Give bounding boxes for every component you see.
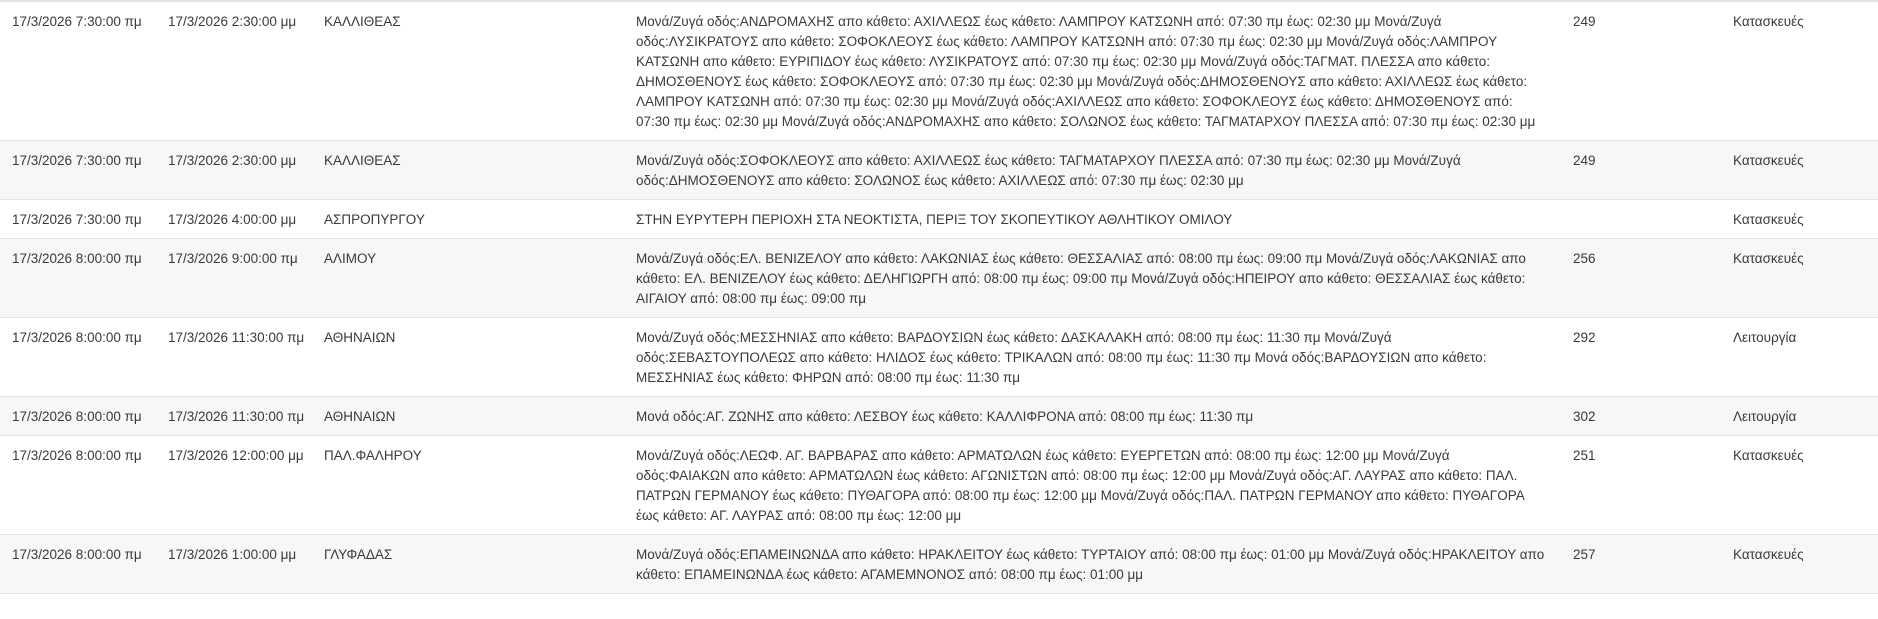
table-row [0, 397, 1878, 436]
end-time-cell: 17/3/2026 2:30:00 μμ [168, 14, 297, 29]
outage-table-body [0, 2, 1878, 594]
type-cell: Κατασκευές [1733, 212, 1804, 227]
end-time-cell: 17/3/2026 11:30:00 πμ [168, 330, 305, 345]
description-cell: Μονά/Ζυγά οδός:ΑΝΔΡΟΜΑΧΗΣ απο κάθετο: ΑΧΙΛΛΕΩΣ έως κάθετο: ΛΑΜΠΡΟΥ ΚΑΤΣΩΝΗ από: 07:30 πμ έως: 02:30 μμ Μονά/Ζυγά οδός:ΛΥΣΙΚΡΑΤΟΥΣ απο κάθετο: ΣΟΦΟΚΛΕΟΥΣ έως κάθετο: ΛΑΜΠΡΟΥ ΚΑΤΣΩΝΗ από: 07:30 πμ έως: 02:30 μμ Μονά/Ζυγά οδός:ΛΑΜΠΡΟΥ ΚΑΤΣΩΝΗ απο κάθετο: ΕΥΡΙΠΙΔΟΥ έως κάθετο: ΛΥΣΙΚΡΑΤΟΥΣ από: 07:30 πμ έως: 02:30 μμ Μονά/Ζυγά οδός:ΤΑΓΜΑΤ. ΠΛΕΣΣΑ απο κάθετο: ΔΗΜΟΣΘΕΝΟΥΣ έως κάθετο: ΣΟΦΟΚΛΕΟΥΣ από: 07:30 πμ έως: 02:30 μμ Μονά/Ζυγά οδός:ΔΗΜΟΣΘΕΝΟΥΣ απο κάθετο: ΑΧΙΛΛΕΩΣ έως κάθετο: ΛΑΜΠΡΟΥ ΚΑΤΣΩΝΗ από: 07:30 πμ έως: 02:30 μμ Μονά/Ζυγά οδός:ΑΧΙΛΛΕΩΣ απο κάθετο: ΣΟΦΟΚΛΕΟΥΣ έως κάθετο: ΔΗΜΟΣΘΕΝΟΥΣ από: 07:30 πμ έως: 02:30 μμ Μονά/Ζυγά οδός:ΑΝΔΡΟΜΑΧΗΣ απο κάθετο: ΣΟΛΩΝΟΣ έως κάθετο: ΤΑΓΜΑΤΑΡΧΟΥ ΠΛΕΣΣΑ από: 07:30 πμ έως: 02:30 μμ [636, 14, 1536, 129]
description-cell: ΣΤΗΝ ΕΥΡΥΤΕΡΗ ΠΕΡΙΟΧΗ ΣΤΑ ΝΕΟΚΤΙΣΤΑ, ΠΕΡΙΞ ΤΟΥ ΣΚΟΠΕΥΤΙΚΟΥ ΑΘΛΗΤΙΚΟΥ ΟΜΙΛΟΥ [636, 212, 1233, 227]
end-time-cell: 17/3/2026 2:30:00 μμ [168, 153, 297, 168]
description-cell: Μονά/Ζυγά οδός:ΛΕΩΦ. ΑΓ. ΒΑΡΒΑΡΑΣ απο κάθετο: ΑΡΜΑΤΩΛΩΝ έως κάθετο: ΕΥΕΡΓΕΤΩΝ από: 08:00 πμ έως: 12:00 μμ Μονά/Ζυγά οδός:ΦΑΙΑΚΩΝ απο κάθετο: ΑΡΜΑΤΩΛΩΝ έως κάθετο: ΑΓΩΝΙΣΤΩΝ από: 08:00 πμ έως: 12:00 μμ Μονά/Ζυγά οδός:ΑΓ. ΛΑΥΡΑΣ απο κάθετο: ΠΑΛ. ΠΑΤΡΩΝ ΓΕΡΜΑΝΟΥ έως κάθετο: ΠΥΘΑΓΟΡΑ από: 08:00 πμ έως: 12:00 μμ Μονά/Ζυγά οδός:ΠΑΛ. ΠΑΤΡΩΝ ΓΕΡΜΑΝΟΥ απο κάθετο: ΠΥΘΑΓΟΡΑ έως κάθετο: ΑΓ. ΛΑΥΡΑΣ από: 08:00 πμ έως: 12:00 μμ [636, 448, 1524, 523]
table-row [0, 2, 1878, 141]
description-cell: Μονά/Ζυγά οδός:ΣΟΦΟΚΛΕΟΥΣ απο κάθετο: ΑΧΙΛΛΕΩΣ έως κάθετο: ΤΑΓΜΑΤΑΡΧΟΥ ΠΛΕΣΣΑ από: 07:30 πμ έως: 02:30 μμ Μονά/Ζυγά οδός:ΔΗΜΟΣΘΕΝΟΥΣ απο κάθετο: ΣΟΛΩΝΟΣ έως κάθετο: ΑΧΙΛΛΕΩΣ από: 07:30 πμ έως: 02:30 μμ [636, 153, 1461, 188]
area-cell: ΑΘΗΝΑΙΩΝ [324, 330, 396, 345]
table-row [0, 535, 1878, 594]
number-cell: 292 [1573, 330, 1596, 345]
end-time-cell: 17/3/2026 12:00:00 μμ [168, 448, 304, 463]
type-cell: Λειτουργία [1733, 409, 1797, 424]
type-cell: Κατασκευές [1733, 448, 1804, 463]
area-cell: ΑΣΠΡΟΠΥΡΓΟΥ [324, 212, 425, 227]
type-cell: Κατασκευές [1733, 14, 1804, 29]
description-cell: Μονά οδός:ΑΓ. ΖΩΝΗΣ απο κάθετο: ΛΕΣΒΟΥ έως κάθετο: ΚΑΛΛΙΦΡΟΝΑ από: 08:00 πμ έως: 11:30 πμ [636, 409, 1254, 424]
start-time-cell: 17/3/2026 8:00:00 πμ [12, 448, 142, 463]
start-time-cell: 17/3/2026 7:30:00 πμ [12, 153, 142, 168]
area-cell: ΑΘΗΝΑΙΩΝ [324, 409, 396, 424]
description-cell: Μονά/Ζυγά οδός:ΕΠΑΜΕΙΝΩΝΔΑ απο κάθετο: ΗΡΑΚΛΕΙΤΟΥ έως κάθετο: ΤΥΡΤΑΙΟΥ από: 08:00 πμ έως: 01:00 μμ Μονά/Ζυγά οδός:ΗΡΑΚΛΕΙΤΟΥ απο κάθετο: ΕΠΑΜΕΙΝΩΝΔΑ έως κάθετο: ΑΓΑΜΕΜΝΟΝΟΣ από: 08:00 πμ έως: 01:00 μμ [636, 547, 1545, 582]
end-time-cell: 17/3/2026 11:30:00 πμ [168, 409, 305, 424]
number-cell: 249 [1573, 14, 1596, 29]
description-cell: Μονά/Ζυγά οδός:ΕΛ. ΒΕΝΙΖΕΛΟΥ απο κάθετο: ΛΑΚΩΝΙΑΣ έως κάθετο: ΘΕΣΣΑΛΙΑΣ από: 08:00 πμ έως: 09:00 πμ Μονά/Ζυγά οδός:ΛΑΚΩΝΙΑΣ απο κάθετο: ΕΛ. ΒΕΝΙΖΕΛΟΥ έως κάθετο: ΔΕΛΗΓΙΩΡΓΗ από: 08:00 πμ έως: 09:00 πμ Μονά/Ζυγά οδός:ΗΠΕΙΡΟΥ απο κάθετο: ΘΕΣΣΑΛΙΑΣ έως κάθετο: ΑΙΓΑΙΟΥ από: 08:00 πμ έως: 09:00 πμ [636, 251, 1526, 306]
start-time-cell: 17/3/2026 8:00:00 πμ [12, 547, 142, 562]
table-row [0, 318, 1878, 397]
table-row [0, 239, 1878, 318]
start-time-cell: 17/3/2026 7:30:00 πμ [12, 212, 142, 227]
table-row [0, 200, 1878, 239]
table-row [0, 141, 1878, 200]
description-cell: Μονά/Ζυγά οδός:ΜΕΣΣΗΝΙΑΣ απο κάθετο: ΒΑΡΔΟΥΣΙΩΝ έως κάθετο: ΔΑΣΚΑΛΑΚΗ από: 08:00 πμ έως: 11:30 πμ Μονά/Ζυγά οδός:ΣΕΒΑΣΤΟΥΠΟΛΕΩΣ απο κάθετο: ΗΛΙΔΟΣ έως κάθετο: ΤΡΙΚΑΛΩΝ από: 08:00 πμ έως: 11:30 πμ Μονά οδός:ΒΑΡΔΟΥΣΙΩΝ απο κάθετο: ΜΕΣΣΗΝΙΑΣ έως κάθετο: ΦΗΡΩΝ από: 08:00 πμ έως: 11:30 πμ [636, 330, 1487, 385]
area-cell: ΑΛΙΜΟΥ [324, 251, 377, 266]
type-cell: Κατασκευές [1733, 251, 1804, 266]
start-time-cell: 17/3/2026 8:00:00 πμ [12, 251, 142, 266]
area-cell: ΠΑΛ.ΦΑΛΗΡΟΥ [324, 448, 422, 463]
type-cell: Κατασκευές [1733, 547, 1804, 562]
start-time-cell: 17/3/2026 8:00:00 πμ [12, 409, 142, 424]
number-cell: 302 [1573, 409, 1596, 424]
area-cell: ΚΑΛΛΙΘΕΑΣ [324, 14, 401, 29]
outage-table [0, 2, 1878, 594]
area-cell: ΚΑΛΛΙΘΕΑΣ [324, 153, 401, 168]
number-cell: 249 [1573, 153, 1596, 168]
type-cell: Κατασκευές [1733, 153, 1804, 168]
number-cell [1561, 200, 1717, 239]
number-cell: 251 [1573, 448, 1596, 463]
number-cell: 256 [1573, 251, 1596, 266]
table-row [0, 436, 1878, 535]
start-time-cell: 17/3/2026 8:00:00 πμ [12, 330, 142, 345]
start-time-cell: 17/3/2026 7:30:00 πμ [12, 14, 142, 29]
area-cell: ΓΛΥΦΑΔΑΣ [324, 547, 393, 562]
end-time-cell: 17/3/2026 9:00:00 πμ [168, 251, 298, 266]
number-cell: 257 [1573, 547, 1596, 562]
end-time-cell: 17/3/2026 1:00:00 μμ [168, 547, 297, 562]
end-time-cell: 17/3/2026 4:00:00 μμ [168, 212, 297, 227]
type-cell: Λειτουργία [1733, 330, 1797, 345]
